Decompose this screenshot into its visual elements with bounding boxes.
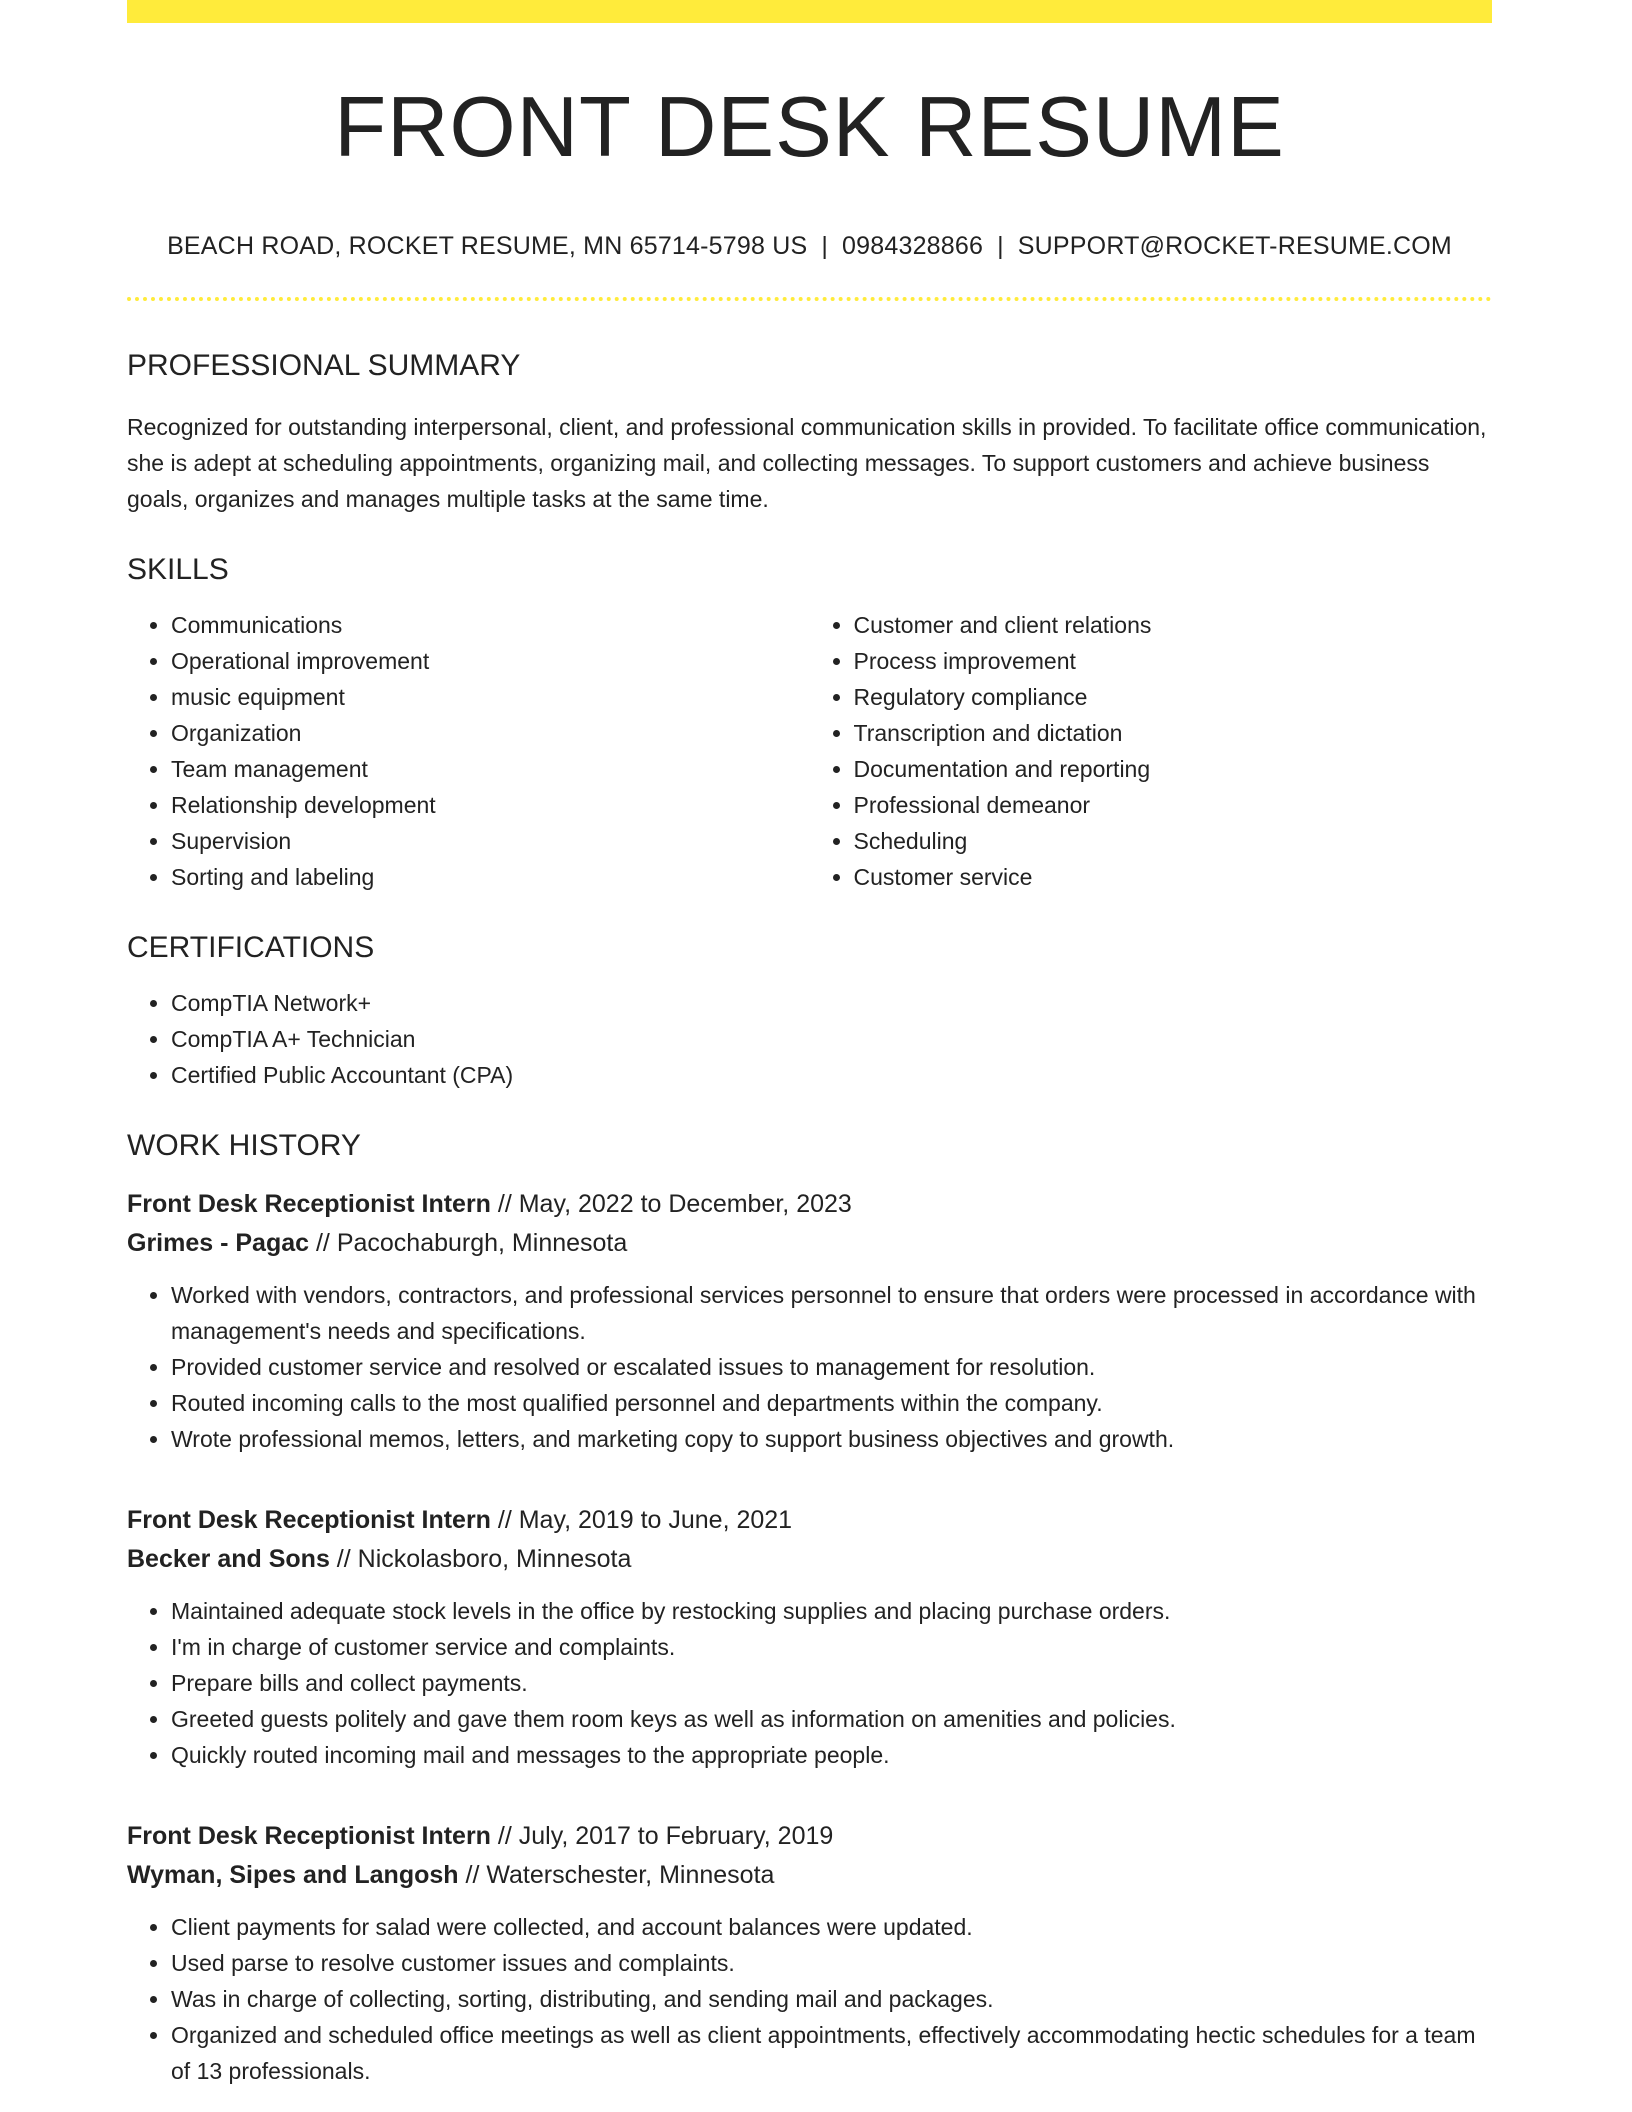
certification-item: • Certified Public Accountant (CPA) bbox=[171, 1057, 1492, 1093]
resume-page bbox=[127, 0, 1492, 2089]
skill-item: • music equipment bbox=[171, 679, 810, 715]
work-history-list bbox=[127, 1185, 1492, 2089]
skill-item: • Relationship development bbox=[171, 787, 810, 823]
skill-item: • Scheduling bbox=[854, 823, 1493, 859]
job-duty-item: • Greeted guests politely and gave them room keys as well as information on amenities and policies. bbox=[171, 1701, 1492, 1737]
job-duty-item: • Organized and scheduled office meetings as well as client appointments, effectively accommodating hectic schedules for a team of 13 professionals. bbox=[171, 2017, 1492, 2089]
job-location: // Waterschester, Minnesota bbox=[458, 1861, 775, 1889]
skill-item: • Supervision bbox=[171, 823, 810, 859]
contact-line bbox=[127, 232, 1492, 261]
job-company: Grimes - Pagac bbox=[127, 1229, 310, 1257]
job-duties-list bbox=[127, 1909, 1492, 2089]
skill-item: • Organization bbox=[171, 715, 810, 751]
job-role: Front Desk Receptionist Intern bbox=[127, 1190, 491, 1218]
job-title-line bbox=[127, 1501, 1492, 1540]
work-history-heading: WORK HISTORY bbox=[127, 1129, 361, 1162]
job-duty-item: • Wrote professional memos, letters, and marketing copy to support business objectives and growth. bbox=[171, 1421, 1492, 1457]
skill-item: • Professional demeanor bbox=[854, 787, 1493, 823]
job-title-line bbox=[127, 1817, 1492, 1856]
job-company-line bbox=[127, 1856, 1492, 1895]
job-role: Front Desk Receptionist Intern bbox=[127, 1506, 491, 1534]
certifications-heading: CERTIFICATIONS bbox=[127, 931, 375, 964]
skills-heading: SKILLS bbox=[127, 553, 229, 586]
job-duty-item: • Maintained adequate stock levels in the office by restocking supplies and placing purchase orders. bbox=[171, 1593, 1492, 1629]
job-entry bbox=[127, 1501, 1492, 1773]
job-company: Wyman, Sipes and Langosh bbox=[127, 1861, 459, 1889]
job-entry bbox=[127, 1817, 1492, 2089]
contact-phone: 0984328866 bbox=[842, 232, 984, 260]
job-company-line bbox=[127, 1224, 1492, 1263]
skill-item: • Customer and client relations bbox=[854, 607, 1493, 643]
contact-email: SUPPORT@ROCKET-RESUME.COM bbox=[1017, 232, 1452, 260]
job-company-line bbox=[127, 1540, 1492, 1579]
certification-item: • CompTIA A+ Technician bbox=[171, 1021, 1492, 1057]
job-dates: // May, 2022 to December, 2023 bbox=[490, 1190, 852, 1218]
job-duty-item: • Worked with vendors, contractors, and professional services personnel to ensure that orders were processed in accordance with management's needs and specifications. bbox=[171, 1277, 1492, 1349]
job-duty-item: • Quickly routed incoming mail and messages to the appropriate people. bbox=[171, 1737, 1492, 1773]
contact-separator: | bbox=[997, 232, 1004, 260]
job-location: // Pacochaburgh, Minnesota bbox=[309, 1229, 628, 1257]
skill-item: • Process improvement bbox=[854, 643, 1493, 679]
dotted-divider bbox=[127, 297, 1492, 301]
job-duty-item: • I'm in charge of customer service and complaints. bbox=[171, 1629, 1492, 1665]
job-role: Front Desk Receptionist Intern bbox=[127, 1822, 491, 1850]
skill-item: • Team management bbox=[171, 751, 810, 787]
skill-item: • Regulatory compliance bbox=[854, 679, 1493, 715]
skill-item: • Operational improvement bbox=[171, 643, 810, 679]
contact-address: BEACH ROAD, ROCKET RESUME, MN 65714-5798 US bbox=[167, 232, 808, 260]
skills-list-left bbox=[127, 607, 810, 895]
certification-item: • CompTIA Network+ bbox=[171, 985, 1492, 1021]
accent-top-bar bbox=[127, 0, 1492, 23]
job-company: Becker and Sons bbox=[127, 1545, 330, 1573]
certifications-list bbox=[127, 985, 1492, 1093]
skill-item: • Transcription and dictation bbox=[854, 715, 1493, 751]
skills-grid bbox=[127, 607, 1492, 895]
summary-text: Recognized for outstanding interpersonal, client, and professional communication skills in provided. To facilitate office communication, she is adept at scheduling appointments, organizing mail, and collecting messages. To support customers and achieve business goals, organizes and manages multiple tasks at the same time. bbox=[127, 414, 1487, 512]
job-duties-list bbox=[127, 1277, 1492, 1457]
job-duty-item: • Provided customer service and resolved or escalated issues to management for resolution. bbox=[171, 1349, 1492, 1385]
skills-list-right bbox=[810, 607, 1493, 895]
job-dates: // July, 2017 to February, 2019 bbox=[490, 1822, 834, 1850]
job-duty-item: • Client payments for salad were collected, and account balances were updated. bbox=[171, 1909, 1492, 1945]
job-duty-item: • Was in charge of collecting, sorting, distributing, and sending mail and packages. bbox=[171, 1981, 1492, 2017]
job-duties-list bbox=[127, 1593, 1492, 1773]
job-duty-item: • Used parse to resolve customer issues and complaints. bbox=[171, 1945, 1492, 1981]
job-location: // Nickolasboro, Minnesota bbox=[329, 1545, 632, 1573]
skill-item: • Communications bbox=[171, 607, 810, 643]
skill-item: • Sorting and labeling bbox=[171, 859, 810, 895]
job-dates: // May, 2019 to June, 2021 bbox=[490, 1506, 793, 1534]
job-entry bbox=[127, 1185, 1492, 1457]
resume-title: FRONT DESK RESUME bbox=[334, 80, 1285, 175]
skill-item: • Documentation and reporting bbox=[854, 751, 1493, 787]
contact-separator: | bbox=[821, 232, 829, 260]
skill-item: • Customer service bbox=[854, 859, 1493, 895]
job-duty-item: • Prepare bills and collect payments. bbox=[171, 1665, 1492, 1701]
job-duty-item: • Routed incoming calls to the most qualified personnel and departments within the company. bbox=[171, 1385, 1492, 1421]
job-title-line bbox=[127, 1185, 1492, 1224]
summary-heading: PROFESSIONAL SUMMARY bbox=[127, 349, 521, 382]
